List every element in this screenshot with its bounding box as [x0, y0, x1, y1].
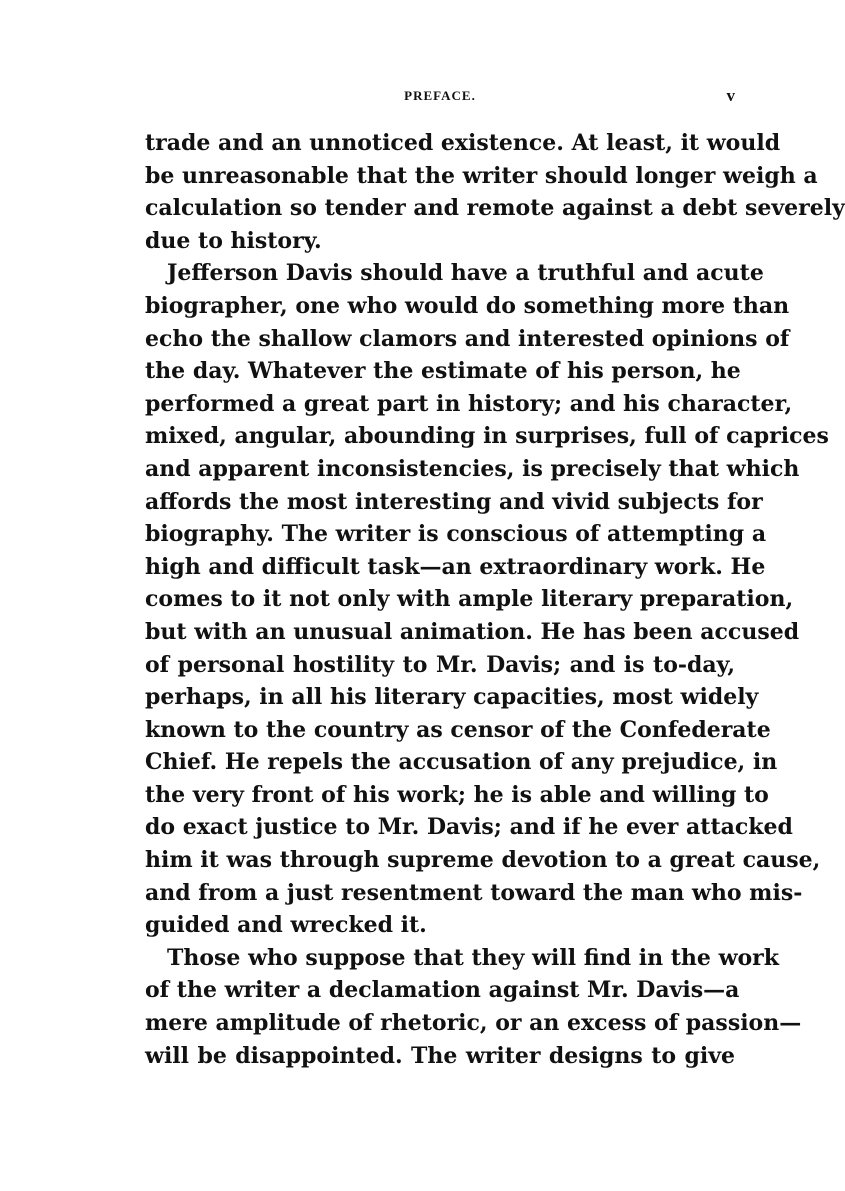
body-text: [145, 127, 845, 1072]
text-line: but with an unusual animation. He has been accused: [145, 618, 800, 645]
text-line: the day. Whatever the estimate of his person, he: [145, 358, 741, 385]
text-line: due to history.: [145, 227, 322, 254]
page-header: [145, 88, 735, 114]
text-line: be unreasonable that the writer should longer weigh a: [145, 162, 818, 189]
text-line: Chief. He repels the accusation of any prejudice, in: [145, 749, 778, 776]
text-line: mere amplitude of rhetoric, or an excess of passion—: [145, 1010, 802, 1037]
paragraph-start-line: Those who suppose that they will find in the work: [167, 944, 780, 971]
text-line: guided and wrecked it.: [145, 912, 427, 939]
text-line: trade and an unnoticed existence. At least, it would: [145, 130, 781, 156]
text-line: known to the country as censor of the Confederate: [145, 716, 771, 743]
text-line: of personal hostility to Mr. Davis; and is to-day,: [145, 651, 735, 678]
text-line: do exact justice to Mr. Davis; and if he ever attacked: [145, 814, 793, 841]
text-line: him it was through supreme devotion to a great cause,: [145, 847, 821, 874]
running-title: PREFACE.: [404, 88, 476, 103]
text-line: biography. The writer is conscious of attempting a: [145, 521, 767, 548]
text-line: performed a great part in history; and his character,: [145, 390, 793, 417]
paragraph-start-line: Jefferson Davis should have a truthful and acute: [167, 260, 764, 287]
text-line: of the writer a declamation against Mr. Davis—a: [145, 977, 740, 1004]
text-line: calculation so tender and remote against a debt severely: [145, 195, 845, 222]
text-line: the very front of his work; he is able and willing to: [145, 781, 769, 808]
text-line: and apparent inconsistencies, is precisely that which: [145, 455, 800, 482]
text-line: perhaps, in all his literary capacities, most widely: [145, 684, 759, 711]
text-line: comes to it not only with ample literary preparation,: [145, 586, 794, 613]
text-line: biographer, one who would do something more than: [145, 292, 790, 319]
page-number: v: [726, 86, 735, 105]
text-line: and from a just resentment toward the man who mis-: [145, 879, 803, 906]
text-line: affords the most interesting and vivid subjects for: [145, 488, 763, 515]
text-line: will be disappointed. The writer designs to give: [145, 1042, 735, 1069]
text-line: echo the shallow clamors and interested opinions of: [145, 325, 790, 352]
text-line: high and difficult task—an extraordinary work. He: [145, 553, 766, 580]
text-line: mixed, angular, abounding in surprises, full of caprices: [145, 423, 829, 450]
